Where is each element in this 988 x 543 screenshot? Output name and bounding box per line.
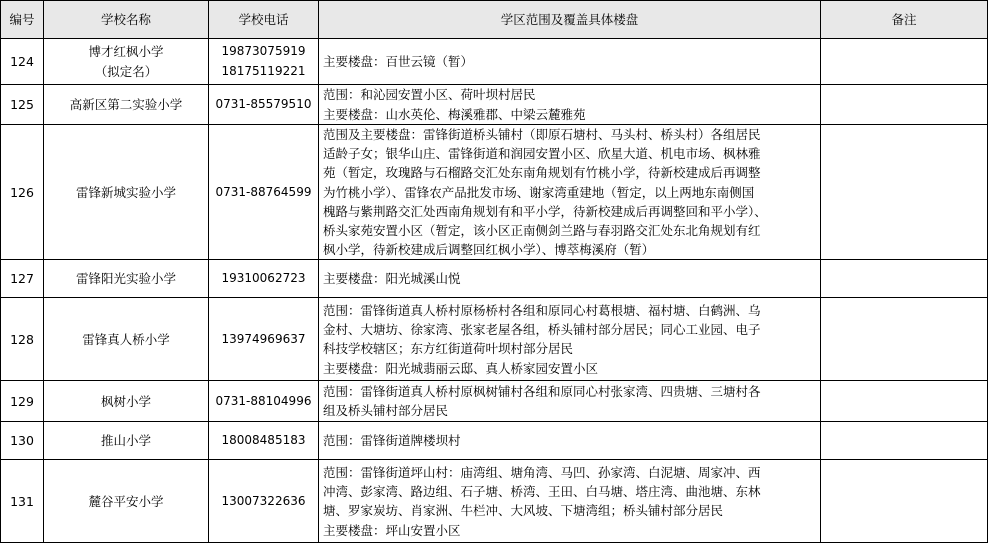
table-row — [1, 85, 988, 125]
district-scope — [319, 125, 821, 260]
school-name — [44, 39, 209, 85]
school-name-line: （拟定名） — [94, 63, 158, 79]
header-school: 学校名称 — [44, 1, 209, 39]
table-row — [1, 260, 988, 298]
school-phone — [209, 460, 319, 543]
district-scope-line: 主要楼盘：坪山安置小区 — [323, 522, 461, 538]
district-scope — [319, 381, 821, 422]
school-name-line: 麓谷平安小学 — [88, 493, 164, 509]
note-cell — [821, 85, 988, 125]
district-scope-line: 塘、罗家炭坊、肖家洲、牛栏冲、大风坡、下塘湾组；桥头铺村部分居民 — [323, 503, 724, 519]
note-cell — [821, 298, 988, 381]
table-row — [1, 39, 988, 85]
row-number: 124 — [1, 39, 44, 85]
school-name-line: 雷锋阳光实验小学 — [75, 271, 176, 287]
header-row — [1, 1, 988, 39]
school-phone-line: 18175119221 — [221, 63, 306, 78]
district-scope — [319, 298, 821, 381]
note-cell — [821, 125, 988, 260]
note-cell — [821, 260, 988, 298]
district-scope — [319, 422, 821, 460]
header-scope: 学区范围及覆盖具体楼盘 — [319, 1, 821, 39]
school-phone — [209, 381, 319, 422]
note-cell — [821, 39, 988, 85]
row-number: 131 — [1, 460, 44, 543]
school-name-line: 高新区第二实验小学 — [69, 96, 183, 112]
district-scope — [319, 85, 821, 125]
district-scope-line: 范围：雷锋街道真人桥村原杨桥村各组和原同心村葛根塘、福村塘、白鹤洲、乌 — [323, 303, 761, 319]
district-scope-line: 主要楼盘：阳光城溪山悦 — [323, 271, 461, 287]
district-scope-line: 主要楼盘：百世云镜（暂） — [323, 53, 474, 69]
district-scope-line: 苑（暂定，玫瑰路与石榴路交汇处东南角规划有竹桃小学，待新校建成后再调整 — [323, 165, 761, 181]
school-phone — [209, 422, 319, 460]
district-scope-line: 范围：雷锋街道牌楼坝村 — [323, 433, 461, 449]
district-scope-line: 冲湾、彭家湾、路边组、石子塘、桥湾、王田、白马塘、塔庄湾、曲池塘、东林 — [323, 484, 761, 500]
school-name — [44, 381, 209, 422]
district-scope-line: 范围：雷锋街道真人桥村原枫树铺村各组和原同心村张家湾、四贵塘、三塘村各 — [323, 384, 761, 400]
table-row — [1, 381, 988, 422]
district-scope-line: 槐路与紫荆路交汇处西南角规划有和平小学，待新校建成后再调整回和平小学）、 — [323, 203, 767, 219]
school-phone-line: 19310062723 — [221, 271, 306, 286]
row-number: 125 — [1, 85, 44, 125]
district-scope — [319, 260, 821, 298]
district-scope-line: 为竹桃小学）、雷锋农产品批发市场、谢家湾重建地（暂定，以上两地东南侧国 — [323, 184, 755, 200]
school-name-line: 雷锋新城实验小学 — [75, 184, 176, 200]
note-cell — [821, 422, 988, 460]
school-name-line: 雷锋真人桥小学 — [82, 331, 170, 347]
row-number: 126 — [1, 125, 44, 260]
school-name — [44, 460, 209, 543]
school-phone-line: 13007322636 — [221, 493, 306, 508]
school-name — [44, 85, 209, 125]
school-name-line: 枫树小学 — [100, 393, 151, 409]
school-name — [44, 260, 209, 298]
table-row — [1, 422, 988, 460]
district-scope-line: 范围：和沁园安置小区、荷叶坝村居民 — [323, 87, 536, 103]
school-phone — [209, 298, 319, 381]
district-scope-line: 适龄子女；银华山庄、雷锋街道和润园安置小区、欣星大道、机电市场、枫林雅 — [323, 146, 761, 162]
school-name — [44, 298, 209, 381]
school-phone-line: 0731-88104996 — [215, 393, 312, 408]
school-name — [44, 125, 209, 260]
row-number: 128 — [1, 298, 44, 381]
school-phone — [209, 260, 319, 298]
school-phone — [209, 39, 319, 85]
district-scope-line: 范围及主要楼盘：雷锋街道桥头铺村（即原石塘村、马头村、桥头村）各组居民 — [323, 127, 761, 142]
note-cell — [821, 460, 988, 543]
district-scope-line: 桥头家苑安置小区（暂定，该小区正南侧剑兰路与春羽路交汇处东北角规划有红 — [323, 223, 761, 239]
header-phone: 学校电话 — [209, 1, 319, 39]
school-phone-line: 19873075919 — [221, 44, 306, 59]
district-scope-line: 范围：雷锋街道坪山村：庙湾组、塘角湾、马凹、孙家湾、白泥塘、周家冲、西 — [323, 465, 761, 481]
row-number: 130 — [1, 422, 44, 460]
school-phone-line: 0731-88764599 — [215, 184, 312, 199]
district-scope-line: 枫小学，待新校建成后调整回红枫小学）、博萃梅溪府（暂） — [323, 242, 655, 258]
district-scope-line: 组及桥头铺村部分居民 — [323, 403, 449, 419]
district-scope-line: 主要楼盘：山水英伦、梅溪雅郡、中梁云麓雅苑 — [323, 106, 586, 122]
table-row — [1, 298, 988, 381]
school-phone — [209, 85, 319, 125]
school-name-line: 博才红枫小学 — [88, 44, 164, 60]
district-scope — [319, 39, 821, 85]
school-phone-line: 13974969637 — [221, 331, 306, 346]
school-phone-line: 18008485183 — [221, 433, 306, 448]
district-scope-line: 金村、大塘坊、徐家湾、张家老屋各组，桥头铺村部分居民；同心工业园、电子 — [323, 322, 761, 338]
school-name-line: 推山小学 — [100, 433, 151, 449]
header-note: 备注 — [821, 1, 988, 39]
table-row — [1, 460, 988, 543]
district-scope-line: 主要楼盘：阳光城翡丽云邸、真人桥家园安置小区 — [323, 360, 599, 376]
note-cell — [821, 381, 988, 422]
school-phone — [209, 125, 319, 260]
header-num: 编号 — [1, 1, 44, 39]
table-row — [1, 125, 988, 260]
row-number: 129 — [1, 381, 44, 422]
row-number: 127 — [1, 260, 44, 298]
district-scope — [319, 460, 821, 543]
school-name — [44, 422, 209, 460]
district-scope-line: 科技学校辖区；东方红街道荷叶坝村部分居民 — [323, 341, 574, 357]
school-phone-line: 0731-85579510 — [215, 96, 312, 111]
